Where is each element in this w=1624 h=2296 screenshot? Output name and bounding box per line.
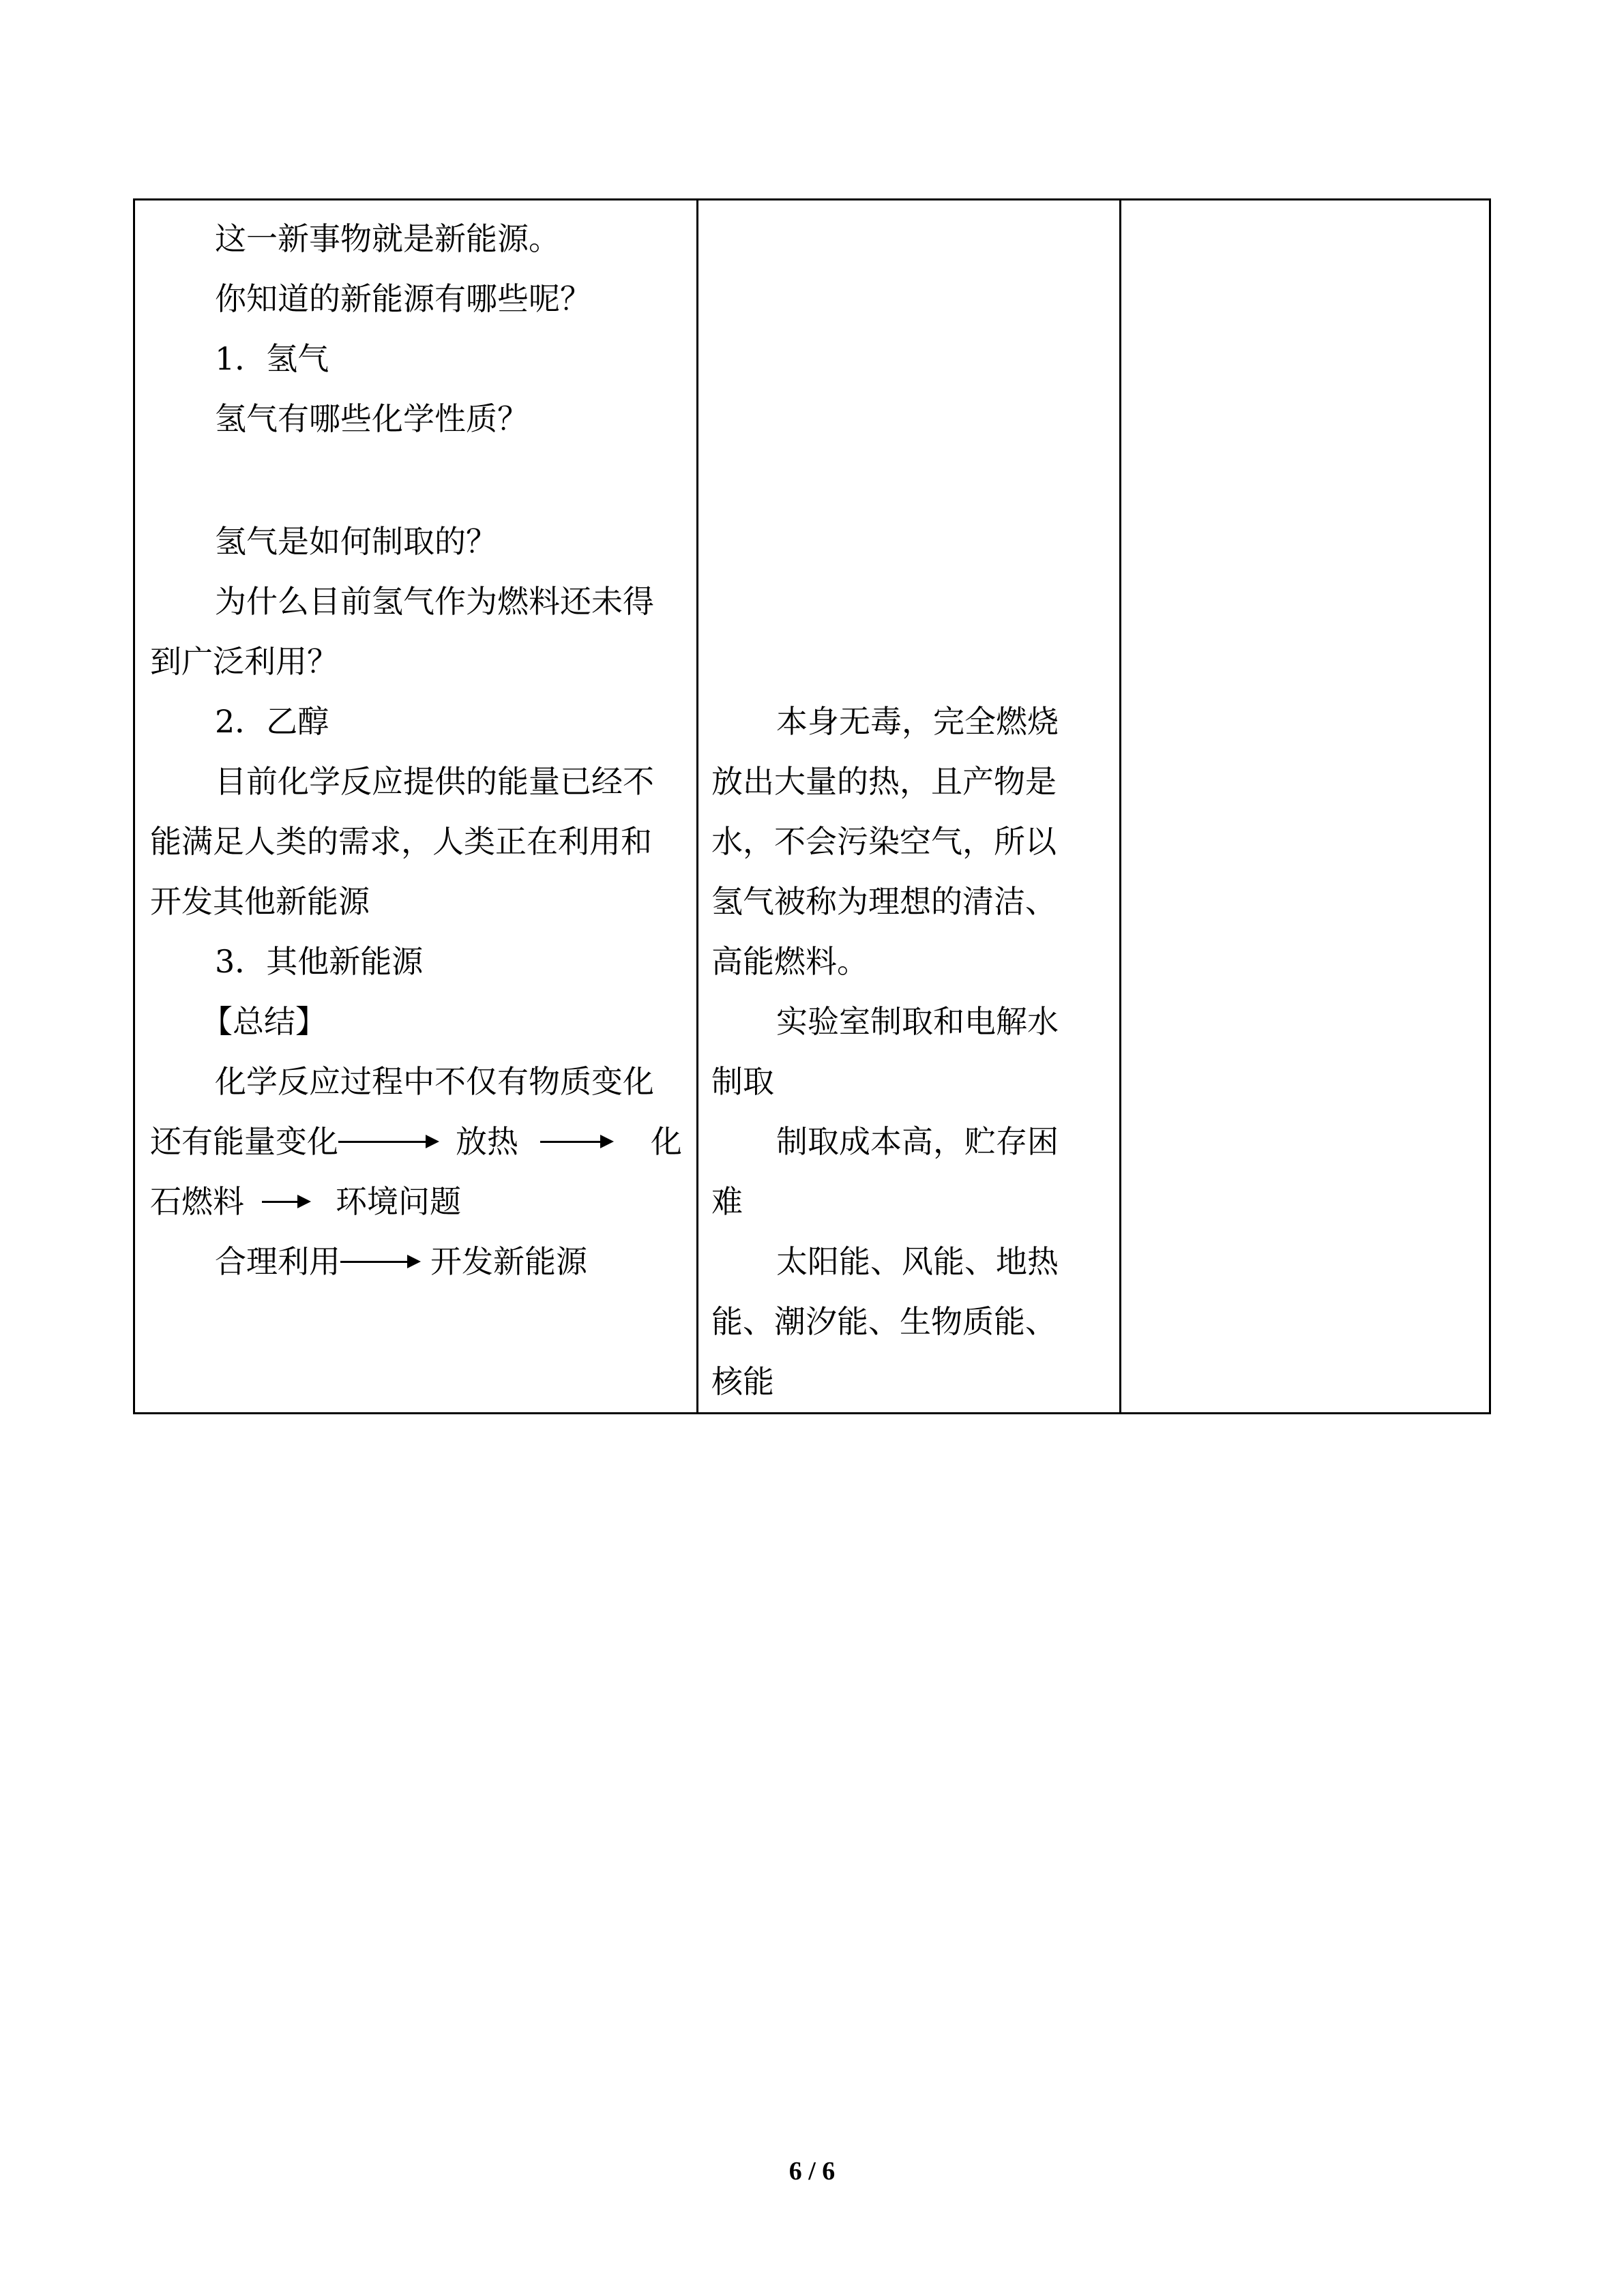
answer-hydrogen-production-2: 制取 — [711, 1063, 774, 1100]
arrow-icon — [540, 1135, 614, 1148]
answer-hydrogen-properties-2: 放出大量的热，且产物是 — [711, 763, 1057, 800]
text-new-thing: 这一新事物就是新能源。 — [215, 220, 560, 257]
answer-other-energy-3: 核能 — [711, 1363, 774, 1400]
lesson-table — [133, 198, 1491, 1414]
text-summary-3 — [150, 1181, 682, 1222]
answer-other-energy-1: 太阳能、风能、地热 — [776, 1243, 1059, 1280]
text-question-hydrogen-usage-2: 到广泛利用？ — [150, 643, 338, 680]
heading-hydrogen: 1．氢气 — [215, 340, 329, 377]
text-develop-new-energy: 开发新能源 — [430, 1243, 587, 1280]
text-question-hydrogen-properties: 氢气有哪些化学性质？ — [215, 400, 529, 437]
answer-hydrogen-limits-2: 难 — [711, 1183, 743, 1220]
arrow-icon — [338, 1135, 439, 1148]
answer-hydrogen-properties-5: 高能燃料。 — [711, 943, 868, 980]
answer-hydrogen-production-1: 实验室制取和电解水 — [776, 1003, 1059, 1040]
text-heat-release: 放热 — [456, 1123, 518, 1160]
text-question-hydrogen-production: 氢气是如何制取的？ — [215, 523, 497, 560]
text-summary-4 — [215, 1241, 685, 1282]
answer-hydrogen-properties-4: 氢气被称为理想的清洁、 — [711, 883, 1057, 920]
arrow-icon — [262, 1195, 311, 1208]
text-question-new-energy: 你知道的新能源有哪些呢？ — [215, 280, 591, 317]
answer-other-energy-2: 能、潮汐能、生物质能、 — [711, 1303, 1057, 1340]
text-energy-change: 还有能量变化 — [150, 1123, 338, 1160]
text-energy-demand-2: 能满足人类的需求，人类正在利用和 — [150, 823, 652, 860]
arrow-icon — [340, 1255, 421, 1268]
heading-ethanol: 2．乙醇 — [215, 703, 329, 740]
text-summary-1: 化学反应过程中不仅有物质变化 — [215, 1063, 654, 1100]
text-energy-demand-3: 开发其他新能源 — [150, 883, 370, 920]
text-environment-issue: 环境问题 — [336, 1183, 461, 1220]
column-divider-1 — [696, 200, 698, 1412]
text-question-hydrogen-usage-1: 为什么目前氢气作为燃料还未得 — [215, 583, 654, 620]
text-rational-use: 合理利用 — [215, 1243, 340, 1280]
text-fossil-1: 化 — [651, 1123, 682, 1160]
column-divider-2 — [1119, 200, 1121, 1412]
text-energy-demand-1: 目前化学反应提供的能量已经不 — [215, 763, 654, 800]
answer-hydrogen-properties-3: 水，不会污染空气，所以 — [711, 823, 1057, 860]
heading-summary: 【总结】 — [201, 1003, 327, 1040]
text-fossil-2: 石燃料 — [150, 1183, 244, 1220]
page-number: 6 / 6 — [788, 2157, 836, 2186]
answer-hydrogen-properties-1: 本身无毒，完全燃烧 — [776, 703, 1059, 740]
text-summary-2 — [150, 1121, 682, 1162]
heading-other-energy: 3．其他新能源 — [215, 943, 424, 980]
answer-hydrogen-limits-1: 制取成本高，贮存困 — [776, 1123, 1059, 1160]
